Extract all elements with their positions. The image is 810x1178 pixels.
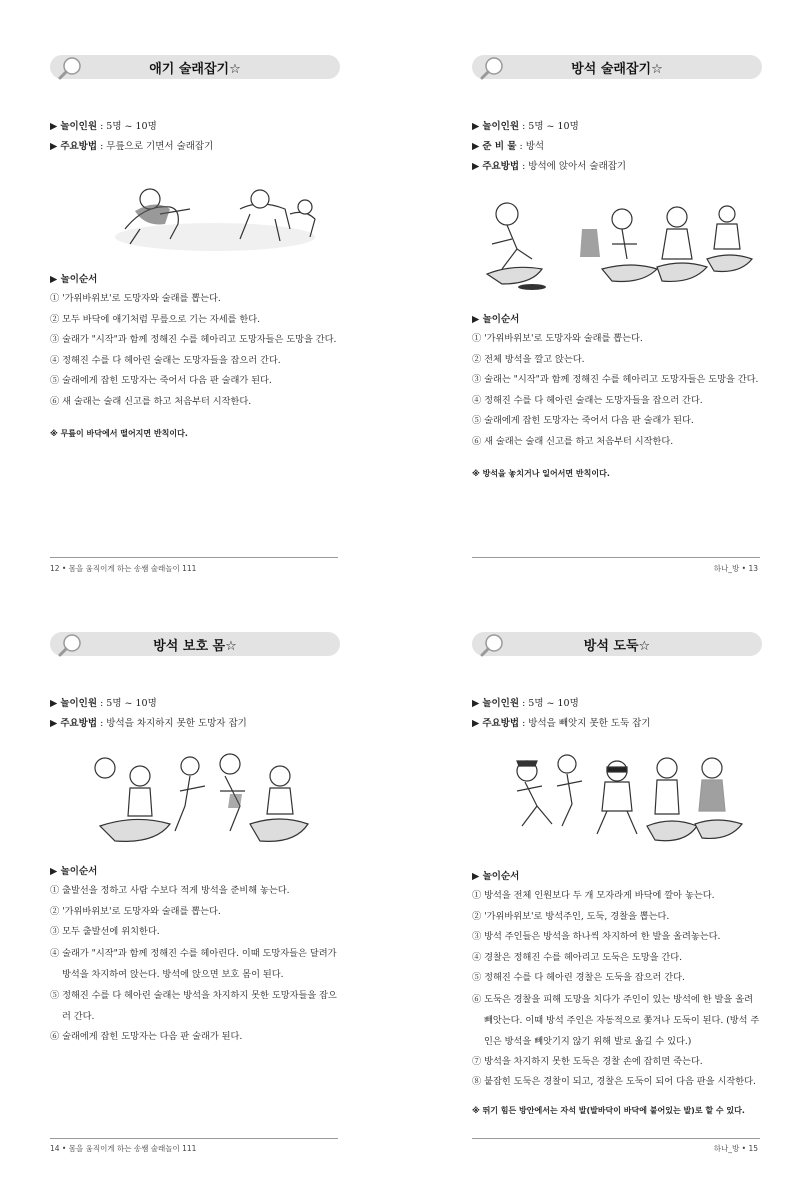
footer-rule	[472, 557, 760, 558]
step-4: ④ 정해진 수를 다 헤아린 술래는 도망자들을 잡으러 간다.	[50, 354, 281, 366]
step-2: ② '가위바위보'로 도망자와 술래를 뽑는다.	[50, 905, 221, 917]
step-2: ② '가위바위보'로 방석주인, 도둑, 경찰을 뽑는다.	[472, 910, 670, 922]
step-6: ⑥ 도둑은 경찰을 피해 도망을 치다가 주인이 있는 방석에 한 발을 올려 빼앗는다. 이때 방석 주인은 자동적으로 쫓겨나 도둑이 된다. (방석 주인은 방석을 빼앗기지 않기 위해 발로 옮길 수 있다.)	[472, 993, 760, 1047]
page-12	[50, 55, 340, 439]
meta-method: ▶ 주요방법 : 방석을 차지하지 못한 도망자 잡기	[50, 718, 247, 729]
page-title: 방석 도둑☆	[583, 639, 651, 654]
meta-info	[472, 694, 762, 734]
page-footer: 14 • 몸을 움직이게 하는 송쌤 술래놀이 111	[50, 1144, 197, 1153]
step-5: ⑤ 정해진 수를 다 헤아린 술래는 방석을 차지하지 못한 도망자들을 잡으러 간다.	[50, 989, 337, 1022]
order-heading: ▶ 놀이순서	[50, 866, 98, 877]
meta-method: ▶ 주요방법 : 무릎으로 기면서 술래잡기	[50, 141, 214, 152]
meta-info	[472, 117, 762, 177]
page-footer: 하나_방 • 13	[713, 564, 758, 573]
steps-list	[50, 881, 340, 1047]
meta-materials: ▶ 준 비 물 : 방석	[472, 141, 545, 152]
meta-method: ▶ 주요방법 : 방석을 빼앗지 못한 도둑 잡기	[472, 718, 651, 729]
page-footer: 12 • 몸을 움직이게 하는 송쌤 술래놀이 111	[50, 564, 197, 573]
page-13	[472, 55, 762, 479]
step-7: ⑦ 방석을 차지하지 못한 도둑은 경찰 손에 잡히면 죽는다.	[472, 1055, 703, 1067]
step-4: ④ 정해진 수를 다 헤아린 술래는 도망자들을 잡으러 간다.	[472, 394, 703, 406]
cushion-thief-illustration	[497, 746, 747, 856]
step-6: ⑥ 새 술래는 술래 신고를 하고 처음부터 시작한다.	[50, 395, 252, 407]
step-5: ⑤ 정해진 수를 다 헤아린 경찰은 도둑을 잡으러 간다.	[472, 972, 685, 983]
order-heading: ▶ 놀이순서	[50, 274, 98, 285]
meta-players: ▶ 놀이인원 : 5명 ~ 10명	[472, 121, 579, 132]
page-title: 방석 술래잡기☆	[571, 62, 663, 77]
rule-note: ※ 무릎이 바닥에서 떨어지면 반칙이다.	[50, 429, 188, 438]
order-heading: ▶ 놀이순서	[472, 314, 520, 325]
step-3: ③ 술래는 "시작"과 함께 정해진 수를 헤아리고 도망자들은 도망을 간다.	[472, 374, 759, 385]
page-14	[50, 632, 340, 1047]
meta-players: ▶ 놀이인원 : 5명 ~ 10명	[50, 121, 157, 132]
step-1: ① 방석을 전체 인원보다 두 개 모자라게 바닥에 깔아 놓는다.	[472, 890, 715, 901]
step-4: ④ 술래가 "시작"과 함께 정해진 수를 헤아린다. 이때 도망자들은 달려가 방석을 차지하여 앉는다. 방석에 앉으면 보호 몸이 된다.	[50, 947, 337, 980]
steps-list	[50, 289, 340, 412]
cushion-children-illustration	[472, 189, 762, 299]
step-1: ① 출발선을 정하고 사람 수보다 적게 방석을 준비해 놓는다.	[50, 885, 290, 896]
meta-info	[50, 694, 340, 734]
steps-list	[472, 886, 762, 1093]
step-1: ① '가위바위보'로 도망자와 술래를 뽑는다.	[50, 293, 221, 304]
rule-note: ※ 뛰기 힘든 방안에서는 자석 발(발바닥이 바닥에 붙어있는 발)로 할 수 있다.	[472, 1105, 745, 1115]
step-3: ③ 술래가 "시작"과 함께 정해진 수를 헤아리고 도망자들은 도망을 간다.	[50, 334, 337, 345]
step-3: ③ 모두 출발선에 위치한다.	[50, 926, 160, 937]
meta-players: ▶ 놀이인원 : 5명 ~ 10명	[472, 698, 579, 709]
cushion-protect-illustration	[80, 746, 310, 851]
steps-list	[472, 329, 762, 452]
step-8: ⑧ 붙잡힌 도둑은 경찰이 되고, 경찰은 도둑이 되어 다음 판을 시작한다.	[472, 1076, 756, 1087]
footer-rule	[472, 1138, 760, 1139]
step-4: ④ 경찰은 정해진 수를 헤아리고 도둑은 도망을 간다.	[472, 951, 683, 963]
step-2: ② 전체 방석을 깔고 앉는다.	[472, 353, 585, 365]
step-5: ⑤ 술래에게 잡힌 도망자는 죽어서 다음 판 술래가 된다.	[50, 375, 272, 386]
footer-rule	[50, 1138, 338, 1139]
page-title: 방석 보호 몸☆	[153, 639, 237, 654]
title-bar	[472, 55, 762, 79]
step-6: ⑥ 술래에게 잡힌 도망자는 다음 판 술래가 된다.	[50, 1030, 243, 1042]
step-1: ① '가위바위보'로 도망자와 술래를 뽑는다.	[472, 333, 643, 344]
meta-method: ▶ 주요방법 : 방석에 앉아서 술래잡기	[472, 161, 627, 172]
rule-note: ※ 방석을 놓치거나 일어서면 반칙이다.	[472, 469, 610, 478]
step-6: ⑥ 새 술래는 술래 신고를 하고 처음부터 시작한다.	[472, 435, 674, 447]
step-5: ⑤ 술래에게 잡힌 도망자는 죽어서 다음 판 술래가 된다.	[472, 415, 694, 426]
title-bar	[472, 632, 762, 656]
footer-rule	[50, 557, 338, 558]
page-15	[472, 632, 762, 1116]
title-bar	[50, 632, 340, 656]
step-2: ② 모두 바닥에 애기처럼 무릎으로 기는 자세를 한다.	[50, 313, 261, 325]
step-3: ③ 방석 주인들은 방석을 하나씩 차지하여 한 발을 올려놓는다.	[472, 931, 721, 942]
page-title: 애기 술래잡기☆	[149, 62, 241, 77]
order-heading: ▶ 놀이순서	[472, 871, 520, 882]
meta-players: ▶ 놀이인원 : 5명 ~ 10명	[50, 698, 157, 709]
crawling-children-illustration	[100, 169, 330, 259]
page-footer: 하나_방 • 15	[713, 1144, 758, 1153]
meta-info	[50, 117, 340, 157]
title-bar	[50, 55, 340, 79]
